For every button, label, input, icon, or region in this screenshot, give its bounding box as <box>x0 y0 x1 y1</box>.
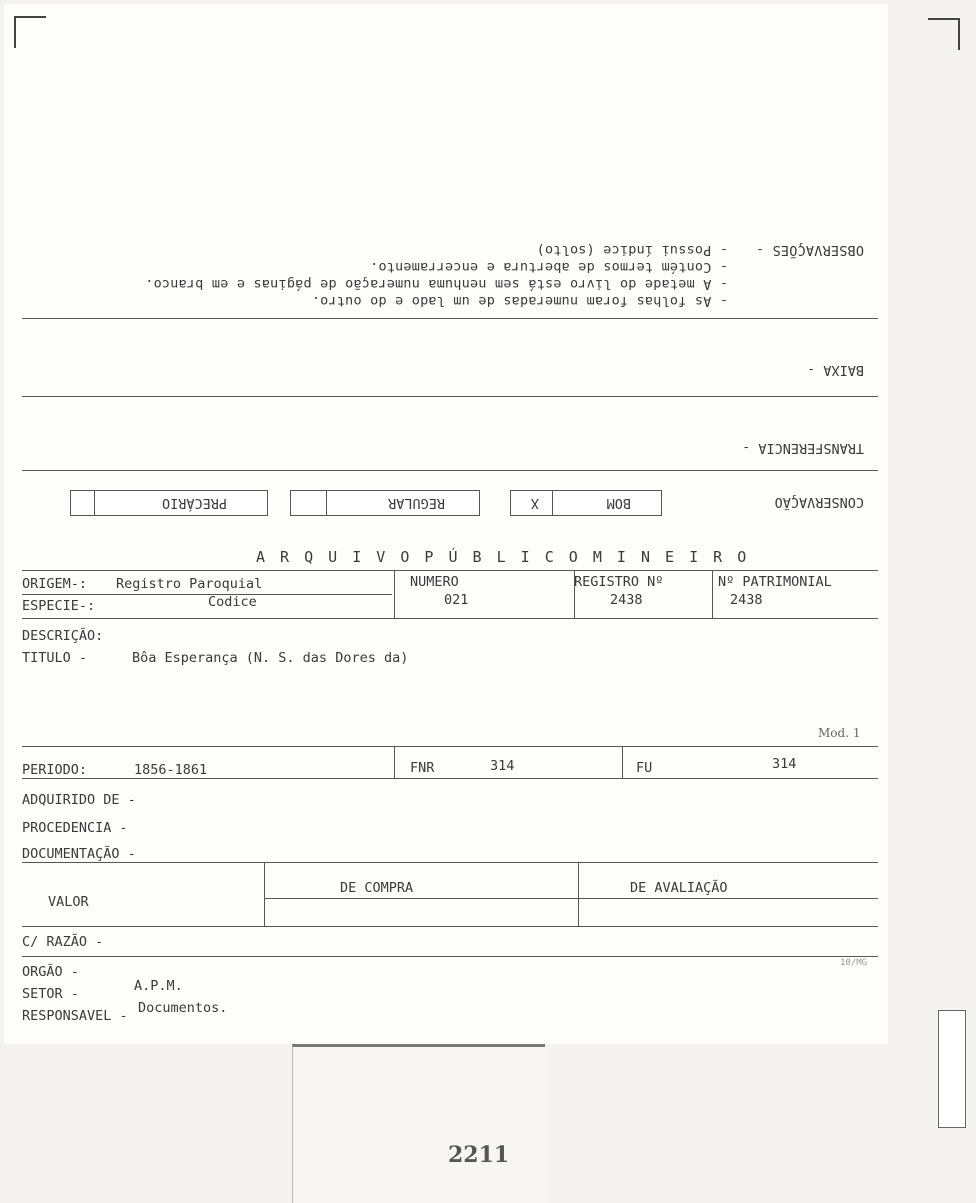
baixa-block <box>22 358 880 380</box>
corner-mark-top-left <box>14 16 46 48</box>
observacoes-line-3: - A metade do livro está sem nenhuma numeração de páginas e em branco. <box>145 276 728 292</box>
transferencia-label: TRANSFERENCIA - <box>742 440 864 456</box>
divider <box>22 926 878 927</box>
divider <box>622 746 623 778</box>
attached-slip <box>292 1044 545 1203</box>
divider <box>264 862 265 926</box>
numero-value: 021 <box>444 592 469 608</box>
orgao-label: ORGÃO - <box>22 964 79 980</box>
valor-compra-label: DE COMPRA <box>340 880 414 896</box>
titulo-label: TITULO - <box>22 650 88 666</box>
conservacao-regular-label: REGULAR <box>388 495 445 511</box>
setor-label: SETOR - <box>22 986 79 1002</box>
responsavel-label: RESPONSAVEL - <box>22 1008 128 1024</box>
especie-label: ESPECIE-: <box>22 598 96 614</box>
valor-label: VALOR <box>48 894 89 910</box>
fnr-label: FNR <box>410 760 435 776</box>
record-card <box>4 4 888 1044</box>
transferencia-block <box>22 436 880 458</box>
divider <box>22 862 878 863</box>
divider <box>22 396 878 397</box>
periodo-label: PERIODO: <box>22 762 88 778</box>
registro-value: 2438 <box>610 592 643 608</box>
origem-value: Registro Paroquial <box>116 576 263 592</box>
documentacao-label: DOCUMENTAÇÃO - <box>22 846 136 862</box>
periodo-value: 1856-1861 <box>134 762 208 778</box>
divider <box>22 594 392 595</box>
conservacao-bom-box <box>510 490 662 516</box>
numero-label: NUMERO <box>410 574 459 590</box>
corner-code: 10/MG <box>840 958 868 968</box>
model-number: Mod. 1 <box>818 726 861 740</box>
origem-label: ORIGEM-: <box>22 576 88 592</box>
observacoes-line-2: - Contém termos de abertura e encerramento. <box>369 259 728 275</box>
divider <box>22 318 878 319</box>
fu-label: FU <box>636 760 653 776</box>
divider <box>22 956 878 957</box>
divider <box>712 570 713 618</box>
institution-header: A R Q U I V O P Ú B L I C O M I N E I R O <box>256 548 750 566</box>
divider <box>394 746 395 778</box>
divider <box>264 898 878 899</box>
titulo-value: Bôa Esperança (N. S. das Dores da) <box>132 650 409 666</box>
observacoes-line-4: - As folhas foram numeradas de um lado e do outro. <box>311 293 728 309</box>
conservacao-block <box>22 478 880 520</box>
conservacao-label: CONSERVAÇÃO <box>774 494 864 510</box>
setor-value: Documentos. <box>138 1000 228 1016</box>
conservacao-precario-label: PRECÁRIO <box>161 495 227 511</box>
conservacao-bom-label: BOM <box>606 495 631 511</box>
observacoes-label: OBSERVAÇÕES - <box>755 242 864 258</box>
fu-value: 314 <box>772 756 797 772</box>
descricao-label: DESCRIÇÃO: <box>22 628 104 644</box>
corner-mark-top-right <box>928 18 960 50</box>
divider <box>394 570 395 618</box>
registro-label: REGISTRO Nº <box>574 574 664 590</box>
conservacao-precario-box <box>70 490 268 516</box>
observacoes-line-1: - Possui índice (solto) <box>536 242 728 258</box>
patrimonial-value: 2438 <box>730 592 763 608</box>
conservacao-regular-box <box>290 490 480 516</box>
divider <box>578 862 579 926</box>
side-box <box>938 1010 966 1128</box>
patrimonial-label: Nº PATRIMONIAL <box>718 574 832 590</box>
divider <box>22 570 878 571</box>
procedencia-label: PROCEDENCIA - <box>22 820 128 836</box>
adquirido-label: ADQUIRIDO DE - <box>22 792 136 808</box>
divider <box>22 618 878 619</box>
conservacao-bom-mark: X <box>530 495 539 511</box>
especie-value: Codice <box>208 594 257 610</box>
orgao-value: A.P.M. <box>134 978 183 994</box>
divider <box>22 470 878 471</box>
baixa-label: BAIXA - <box>807 362 864 378</box>
divider <box>22 746 878 747</box>
fnr-value: 314 <box>490 758 515 774</box>
valor-avaliacao-label: DE AVALIAÇÃO <box>630 880 728 896</box>
archive-stamp-number: 2211 <box>448 1142 510 1168</box>
divider <box>22 778 878 779</box>
observacoes-block <box>22 230 880 310</box>
razao-label: C/ RAZÃO - <box>22 934 104 950</box>
